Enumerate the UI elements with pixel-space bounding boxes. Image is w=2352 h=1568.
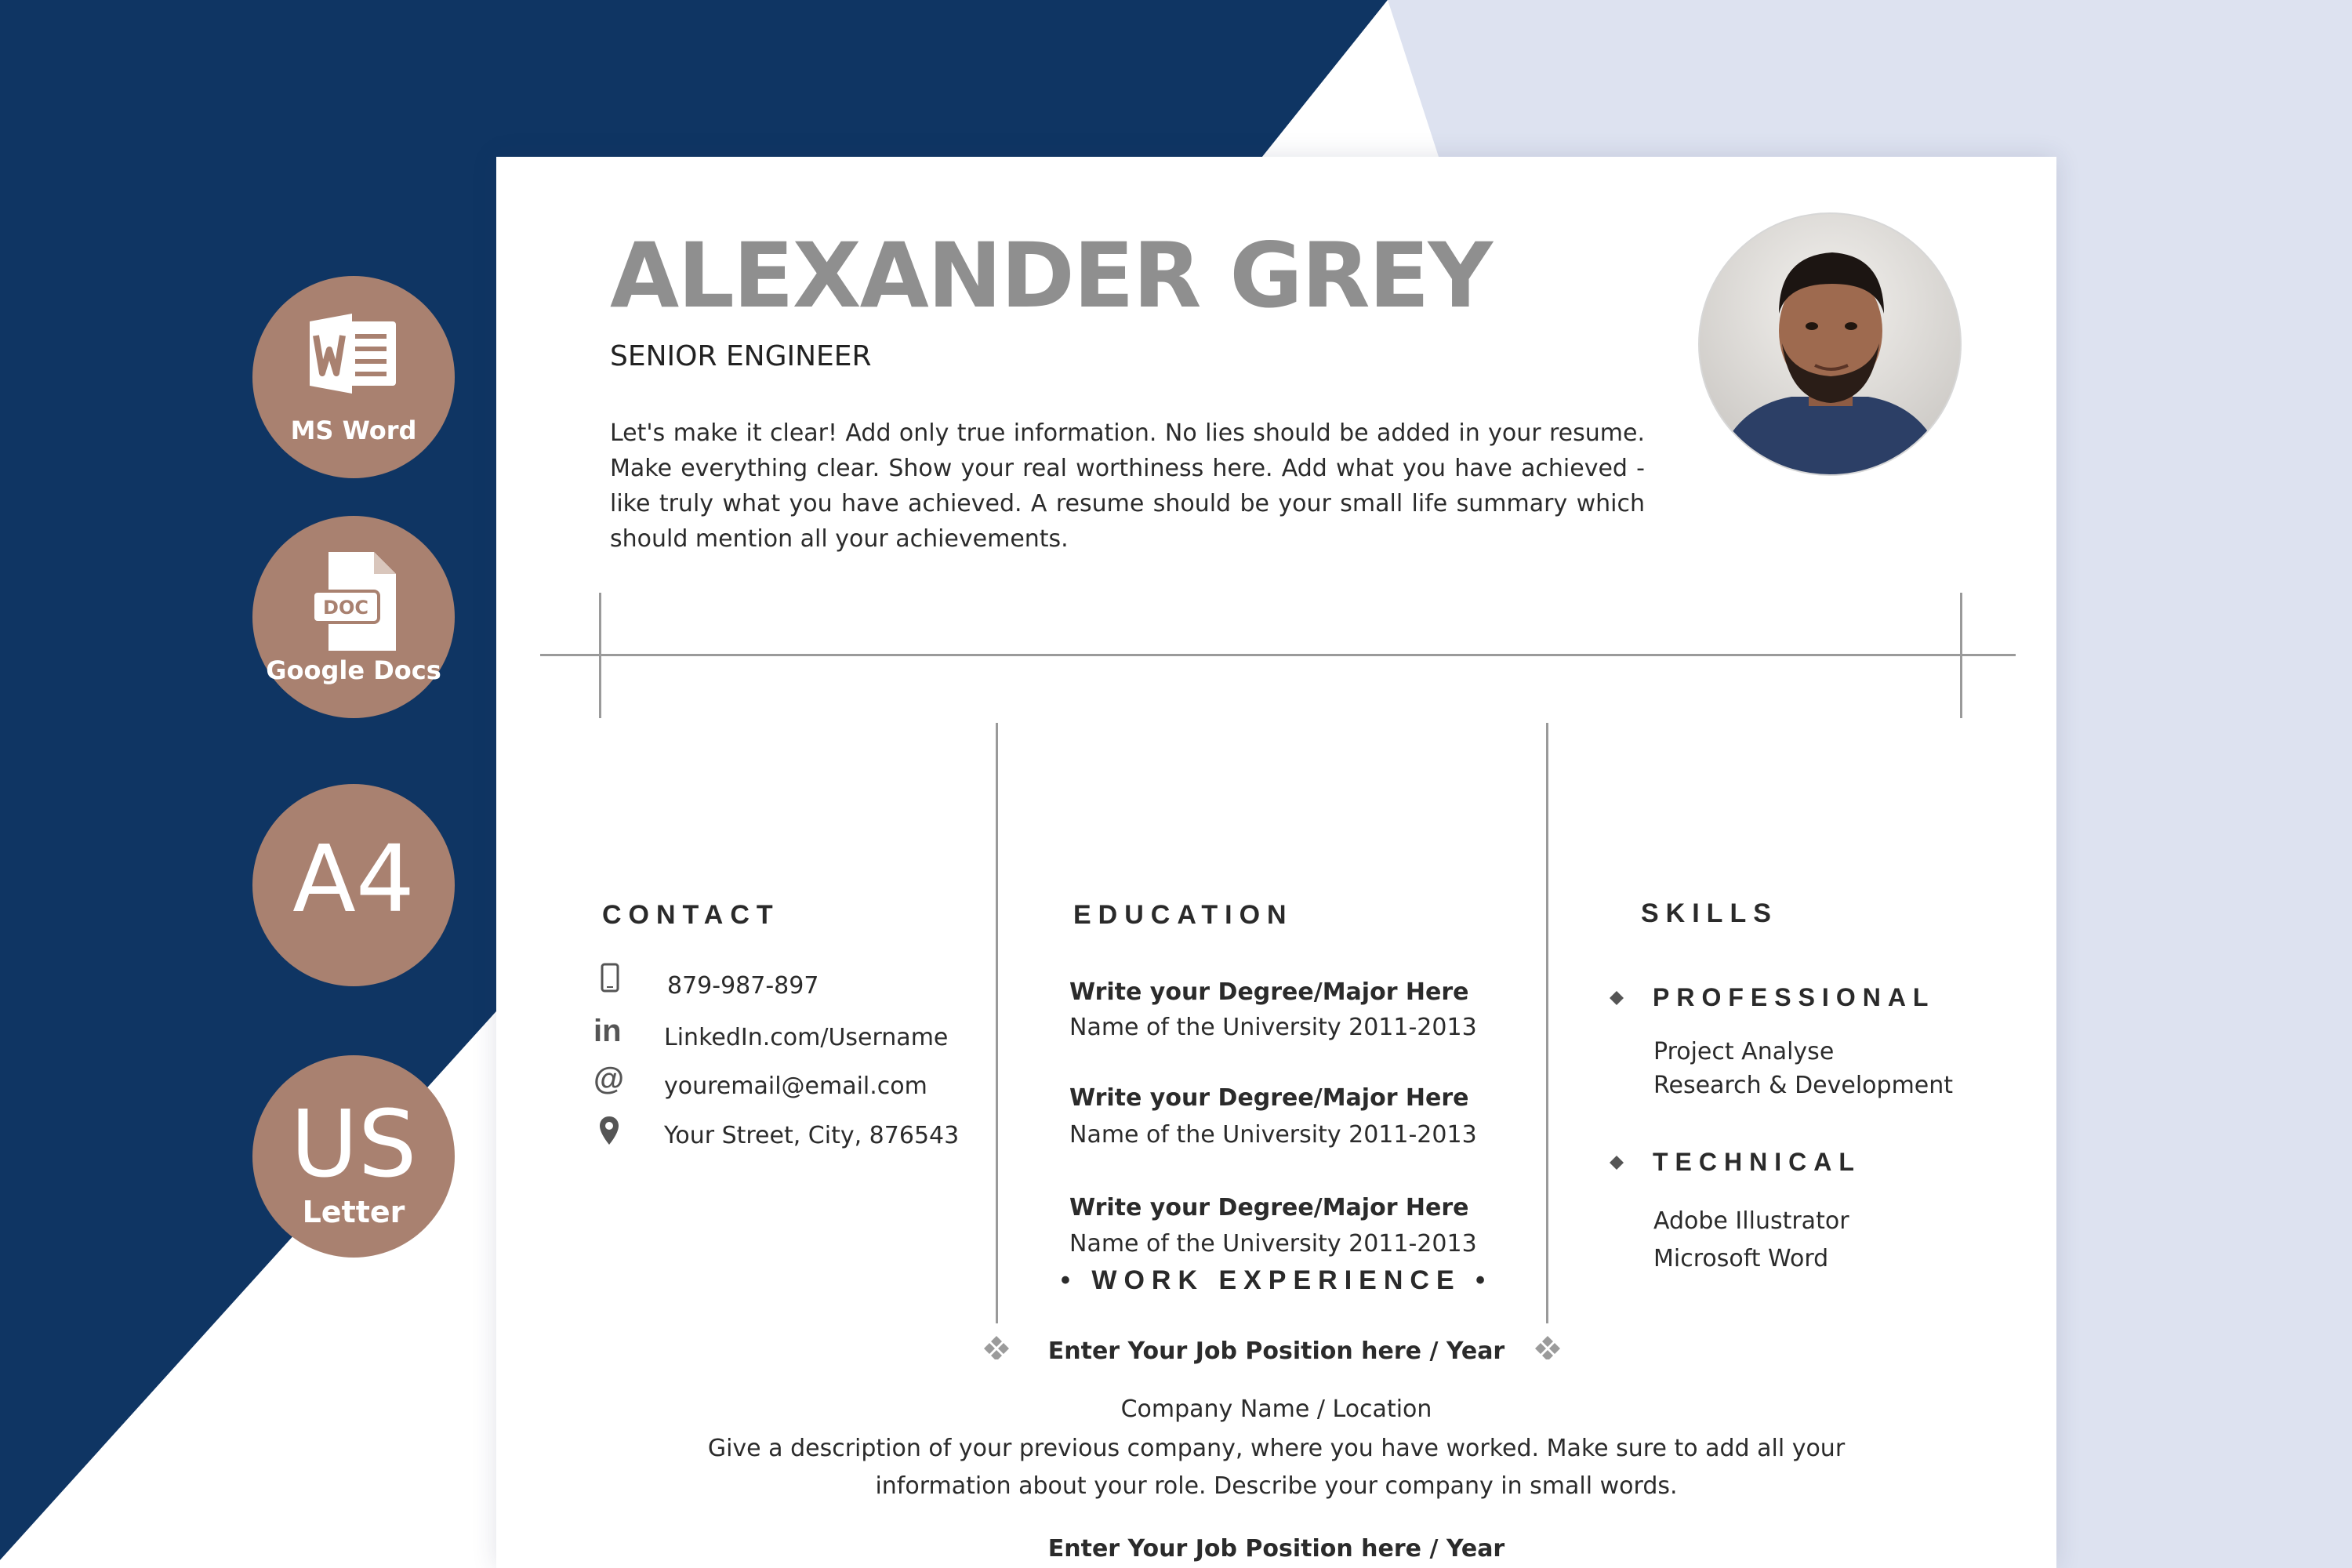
a4-label: A4 xyxy=(292,825,415,933)
column-divider-2 xyxy=(1546,723,1548,1323)
diamond-bullet-icon xyxy=(1608,1154,1625,1171)
diamond-bullet-icon xyxy=(1608,989,1625,1007)
skill-item: Project Analyse xyxy=(1653,1038,1835,1065)
skill-item: Research & Development xyxy=(1653,1072,1954,1099)
a4-badge xyxy=(252,784,455,986)
contact-phone: 879-987-897 xyxy=(667,972,819,1000)
google-docs-label: Google Docs xyxy=(266,655,441,685)
resume-title: SENIOR ENGINEER xyxy=(610,340,872,372)
word-icon xyxy=(305,310,402,397)
skills-professional-heading: PROFESSIONAL xyxy=(1653,983,1936,1011)
divider-left-tick xyxy=(599,593,601,718)
us-label: US xyxy=(290,1090,417,1198)
work-description-line: information about your role. Describe your company in small words. xyxy=(875,1472,1678,1500)
us-letter-badge xyxy=(252,1055,455,1258)
google-docs-badge xyxy=(252,516,455,718)
contact-email: youremail@email.com xyxy=(664,1073,927,1100)
work-position: Enter Your Job Position here / Year xyxy=(1047,1338,1505,1365)
ms-word-badge xyxy=(252,276,455,478)
skill-item: Adobe Illustrator xyxy=(1653,1207,1849,1235)
doc-icon-text: DOC xyxy=(323,597,368,619)
resume-name: ALEXANDER GREY xyxy=(610,223,1492,328)
education-heading: EDUCATION xyxy=(1073,900,1294,930)
resume-summary: Let's make it clear! Add only true information. No lies should be added in your resume. Make everything clear. Show your real worthiness here. Add what you have achieved - like truly what you have achieved. A resume should be your small life summary which should mention all your achievements. xyxy=(610,419,1645,553)
skills-technical-heading: TECHNICAL xyxy=(1653,1148,1861,1176)
divider-horizontal xyxy=(540,654,2016,656)
education-school: Name of the University 2011-2013 xyxy=(1069,1121,1477,1149)
linkedin-icon: in xyxy=(593,1014,622,1048)
education-degree: Write your Degree/Major Here xyxy=(1069,1084,1469,1112)
education-school: Name of the University 2011-2013 xyxy=(1069,1230,1477,1258)
email-icon: @ xyxy=(593,1062,625,1096)
doc-file-icon xyxy=(305,550,402,652)
location-pin-icon xyxy=(598,1115,620,1146)
skills-heading: SKILLS xyxy=(1641,898,1778,928)
resume-page xyxy=(496,157,2056,1568)
work-experience-heading: • WORK EXPERIENCE • xyxy=(1061,1265,1492,1295)
work-description-line: Give a description of your previous company, where you have worked. Make sure to add all your xyxy=(707,1435,1846,1462)
profile-photo xyxy=(1697,212,1962,477)
education-degree: Write your Degree/Major Here xyxy=(1069,1194,1469,1221)
contact-linkedin: LinkedIn.com/Username xyxy=(664,1024,949,1051)
letter-label: Letter xyxy=(302,1195,405,1229)
phone-icon xyxy=(600,963,620,994)
ms-word-label: MS Word xyxy=(290,416,417,445)
work-position: Enter Your Job Position here / Year xyxy=(1047,1535,1505,1563)
education-school: Name of the University 2011-2013 xyxy=(1069,1014,1477,1041)
divider-right-tick xyxy=(1960,593,1962,718)
education-degree: Write your Degree/Major Here xyxy=(1069,978,1469,1006)
contact-heading: CONTACT xyxy=(602,900,780,930)
column-divider-1 xyxy=(996,723,998,1323)
skill-item: Microsoft Word xyxy=(1653,1245,1829,1272)
contact-address: Your Street, City, 876543 xyxy=(664,1122,960,1149)
work-company: Company Name / Location xyxy=(1120,1396,1432,1423)
